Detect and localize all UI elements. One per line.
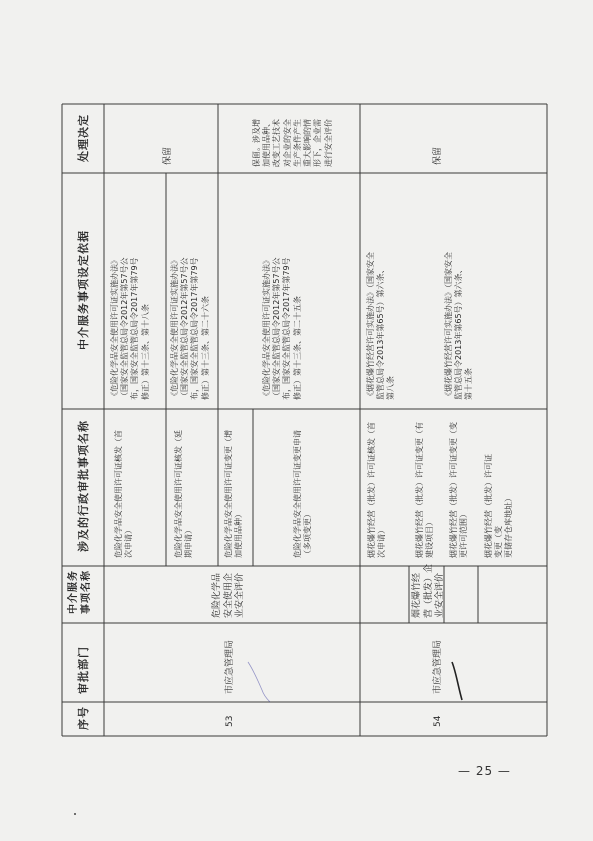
pen-mark: [248, 662, 270, 702]
row-54-seq: 54: [433, 715, 443, 727]
row-54-service-name: 烟花爆竹经 营（批发）企 业安全评价: [412, 563, 446, 618]
row-53-basis-1: 《危险化学品安全使用许可证实施办法》 （国家安全监管总局令2012年第57号公 布，国家安全监管总局令2017年第79号 修正）第十三条、第十八条: [110, 256, 150, 400]
row-54-basis-3: 《烟花爆竹经营许可实施办法》（国家安全 监管总局令2013年第65号）第六条、 第十五条: [444, 252, 474, 400]
row-54-admin-item-2: 烟花爆竹经营（批发）许可证变更（有 建设项目）: [415, 422, 435, 558]
header-service-name: 中介服务 事项名称: [68, 570, 92, 614]
header-department: 审批部门: [77, 646, 90, 694]
row-53-admin-item-4: 危险化学品安全使用许可证变更申请 （多项变更）: [293, 430, 313, 558]
row-54-decision: 保留: [433, 146, 443, 165]
row-53-seq: 53: [225, 715, 235, 727]
row-54-basis-1: 《烟花爆竹经营许可实施办法》（国家安全 监管总局令2013年第65号）第六条、 第八条: [366, 252, 396, 400]
page-number: — 25 —: [458, 764, 511, 778]
header-basis: 中介服务事项设定依据: [77, 230, 90, 350]
row-53-admin-item-3: 危险化学品安全使用许可证变更（增 加使用品种）: [224, 430, 244, 558]
row-53-service-name: 危险化学品 安全使用企 业安全评价: [212, 572, 246, 618]
row-54-admin-item-1: 烟花爆竹经营（批发）许可证核发（首 次申请）: [367, 422, 387, 558]
speck: [74, 813, 76, 815]
row-54-admin-item-3: 烟花爆竹经营（批发）许可证变更（变 更许可范围）: [449, 422, 469, 558]
header-seq: 序号: [77, 706, 90, 730]
row-53-basis-2: 《危险化学品安全使用许可证实施办法》 （国家安全监管总局令2012年第57号公 布，国家安全监管总局令2017年第79号 修正）第十三条、第二十六条: [170, 256, 210, 400]
row-53-basis-3: 《危险化学品安全使用许可证实施办法》 （国家安全监管总局令2012年第57号公 布，国家安全监管总局令2017年第79号 修正）第十三条、第二十五条: [262, 256, 302, 400]
row-53-admin-item-1: 危险化学品安全使用许可证核发（首 次申请）: [114, 430, 134, 558]
row-53-department: 市应急管理局: [225, 639, 235, 694]
header-admin-items: 涉及的行政审批事项名称: [77, 420, 90, 552]
row-53-decision: 保留: [163, 146, 173, 165]
row-53-admin-item-2: 危险化学品安全使用许可证核发（延 期申请）: [174, 430, 194, 558]
row-54-admin-item-4: 烟花爆竹经营（批发）许可证变更（变 更储存仓库地址）: [484, 454, 514, 558]
row-53-decision-note: 保留。涉及增 加使用品种、 改变工艺技术 对企业的安全 生产条件产生 重大影响的情 形下，企业需 进行安全评价: [252, 119, 333, 167]
pen-mark: [452, 662, 462, 700]
row-54-department: 市应急管理局: [433, 639, 443, 694]
header-decision: 处理决定: [77, 114, 90, 162]
